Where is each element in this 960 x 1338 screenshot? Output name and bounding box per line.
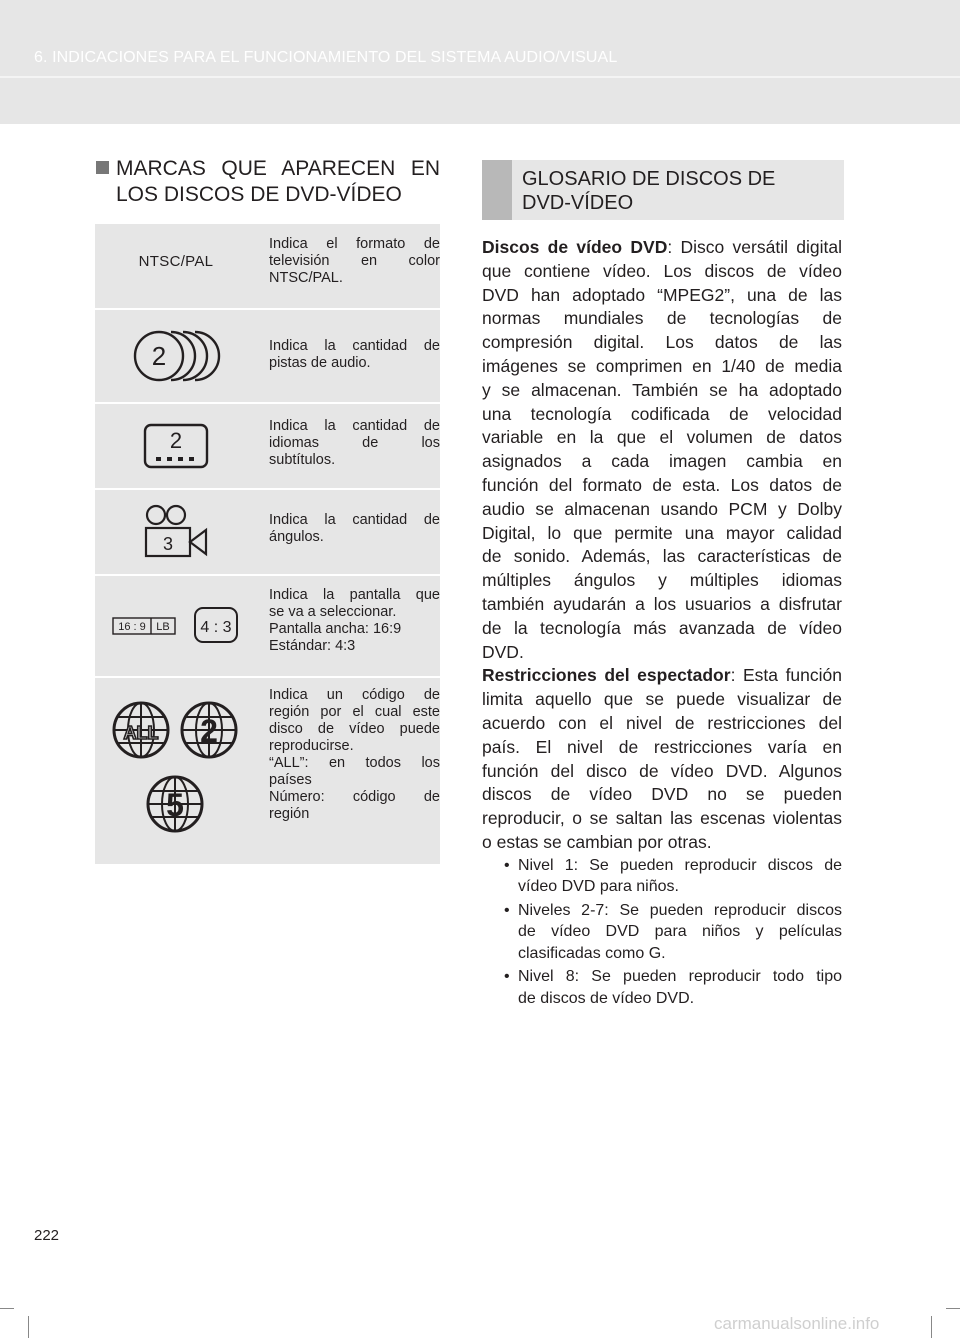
term-dvd: Discos de vídeo DVD <box>482 237 668 257</box>
crop-mark <box>28 1316 29 1338</box>
term-restrictions: Restricciones del espectador <box>482 665 731 686</box>
glossary-body <box>482 236 842 1011</box>
table-row <box>95 224 440 310</box>
list-item: • Nivel 1: Se pueden reproducir discos de vídeo DVD para niños. <box>506 855 842 898</box>
table-row <box>95 678 440 866</box>
svg-text:3: 3 <box>162 534 174 554</box>
subtitles-icon <box>143 423 209 469</box>
region-code-icon <box>111 700 241 836</box>
dvd-definition: Discos de vídeo DVD: Disco versátil digital que contiene vídeo. Los discos de vídeo DVD han adoptado “MPEG2”, una de las normas mundiales de tecnologías de compresión digital. Los datos de las imágenes se comprimen en 1/40 de media y se almacenan. También se ha adoptado una tecnología codificada de velocidad variable en la que el volumen de datos asignados a cada imagen cambia en función del formato de esta. Los datos de audio se almacenan usando PCM y Dolby Digital, lo que permite una mayor calidad de sonido. Además, las características de múltiples ángulos y múltiples idiomas también ayudarán a los usuarios a disfrutar de la tecnología más avanzada de vídeo DVD. <box>482 237 842 662</box>
marks-heading: MARCAS QUE APARECEN EN LOS DISCOS DE DVD-VÍDEO <box>96 156 440 208</box>
svg-text:ALL: ALL <box>123 723 159 743</box>
crop-mark <box>931 1316 932 1338</box>
table-row <box>95 310 440 404</box>
glossary-heading: GLOSARIO DE DISCOS DE DVD-VÍDEO <box>482 160 844 220</box>
mark-description: Indica la cantidad de ángulos. <box>269 512 440 545</box>
svg-text:LB: LB <box>156 621 170 633</box>
watermark: carmanualsonline.info <box>714 1314 880 1333</box>
table-row <box>95 490 440 576</box>
heading-accent-bar <box>482 160 512 220</box>
svg-text:5: 5 <box>166 787 184 823</box>
page-number: 222 <box>34 1227 60 1244</box>
ntsc-pal-mark: NTSC/PAL <box>138 252 214 270</box>
dvd-marks-table <box>95 224 440 866</box>
svg-text:2: 2 <box>200 713 218 749</box>
restriction-levels-list <box>482 855 842 1010</box>
viewer-restrictions-definition: Restricciones del espectador: Esta función limita aquello que se puede visualizar de acuerdo con el nivel de restricciones del país. El nivel de restricciones varía en función del disco de vídeo DVD. Algunos discos de vídeo DVD no se pueden reproducir, o se saltan las escenas violentas o estas se cambian por otras. <box>482 665 842 852</box>
svg-text:4 : 3: 4 : 3 <box>200 619 232 636</box>
list-item: • Niveles 2-7: Se pueden reproducir discos de vídeo DVD para niños y películas clasificadas como G. <box>506 900 842 965</box>
mark-description: Indica el formato de televisión en color NTSC/PAL. <box>269 236 440 286</box>
header-divider <box>0 76 960 78</box>
svg-text:2: 2 <box>151 341 167 371</box>
mark-description: Indica la cantidad de idiomas de los subtítulos. <box>269 418 440 468</box>
chapter-title: 6. INDICACIONES PARA EL FUNCIONAMIENTO DEL SISTEMA AUDIO/VISUAL <box>34 49 618 66</box>
svg-text:2: 2 <box>169 428 183 453</box>
list-item: • Nivel 8: Se pueden reproducir todo tipo de discos de vídeo DVD. <box>506 966 842 1009</box>
screen-ratio-icon <box>111 606 241 646</box>
heading-square-icon <box>96 161 109 174</box>
mark-description: Indica la pantalla que se va a seleccionar. Pantalla ancha: 16:9 Estándar: 4:3 <box>269 587 440 654</box>
mark-description: Indica la cantidad de pistas de audio. <box>269 338 440 371</box>
table-row <box>95 576 440 678</box>
audio-tracks-icon <box>131 328 221 384</box>
svg-text:16 : 9: 16 : 9 <box>118 621 146 633</box>
mark-description: Indica un código de región por el cual este disco de vídeo puede reproducirse. “ALL”: en todos los países Número: código de región <box>269 687 440 822</box>
crop-mark <box>946 1308 960 1309</box>
camera-angles-icon <box>142 504 210 560</box>
table-row <box>95 404 440 490</box>
crop-mark <box>0 1308 14 1309</box>
